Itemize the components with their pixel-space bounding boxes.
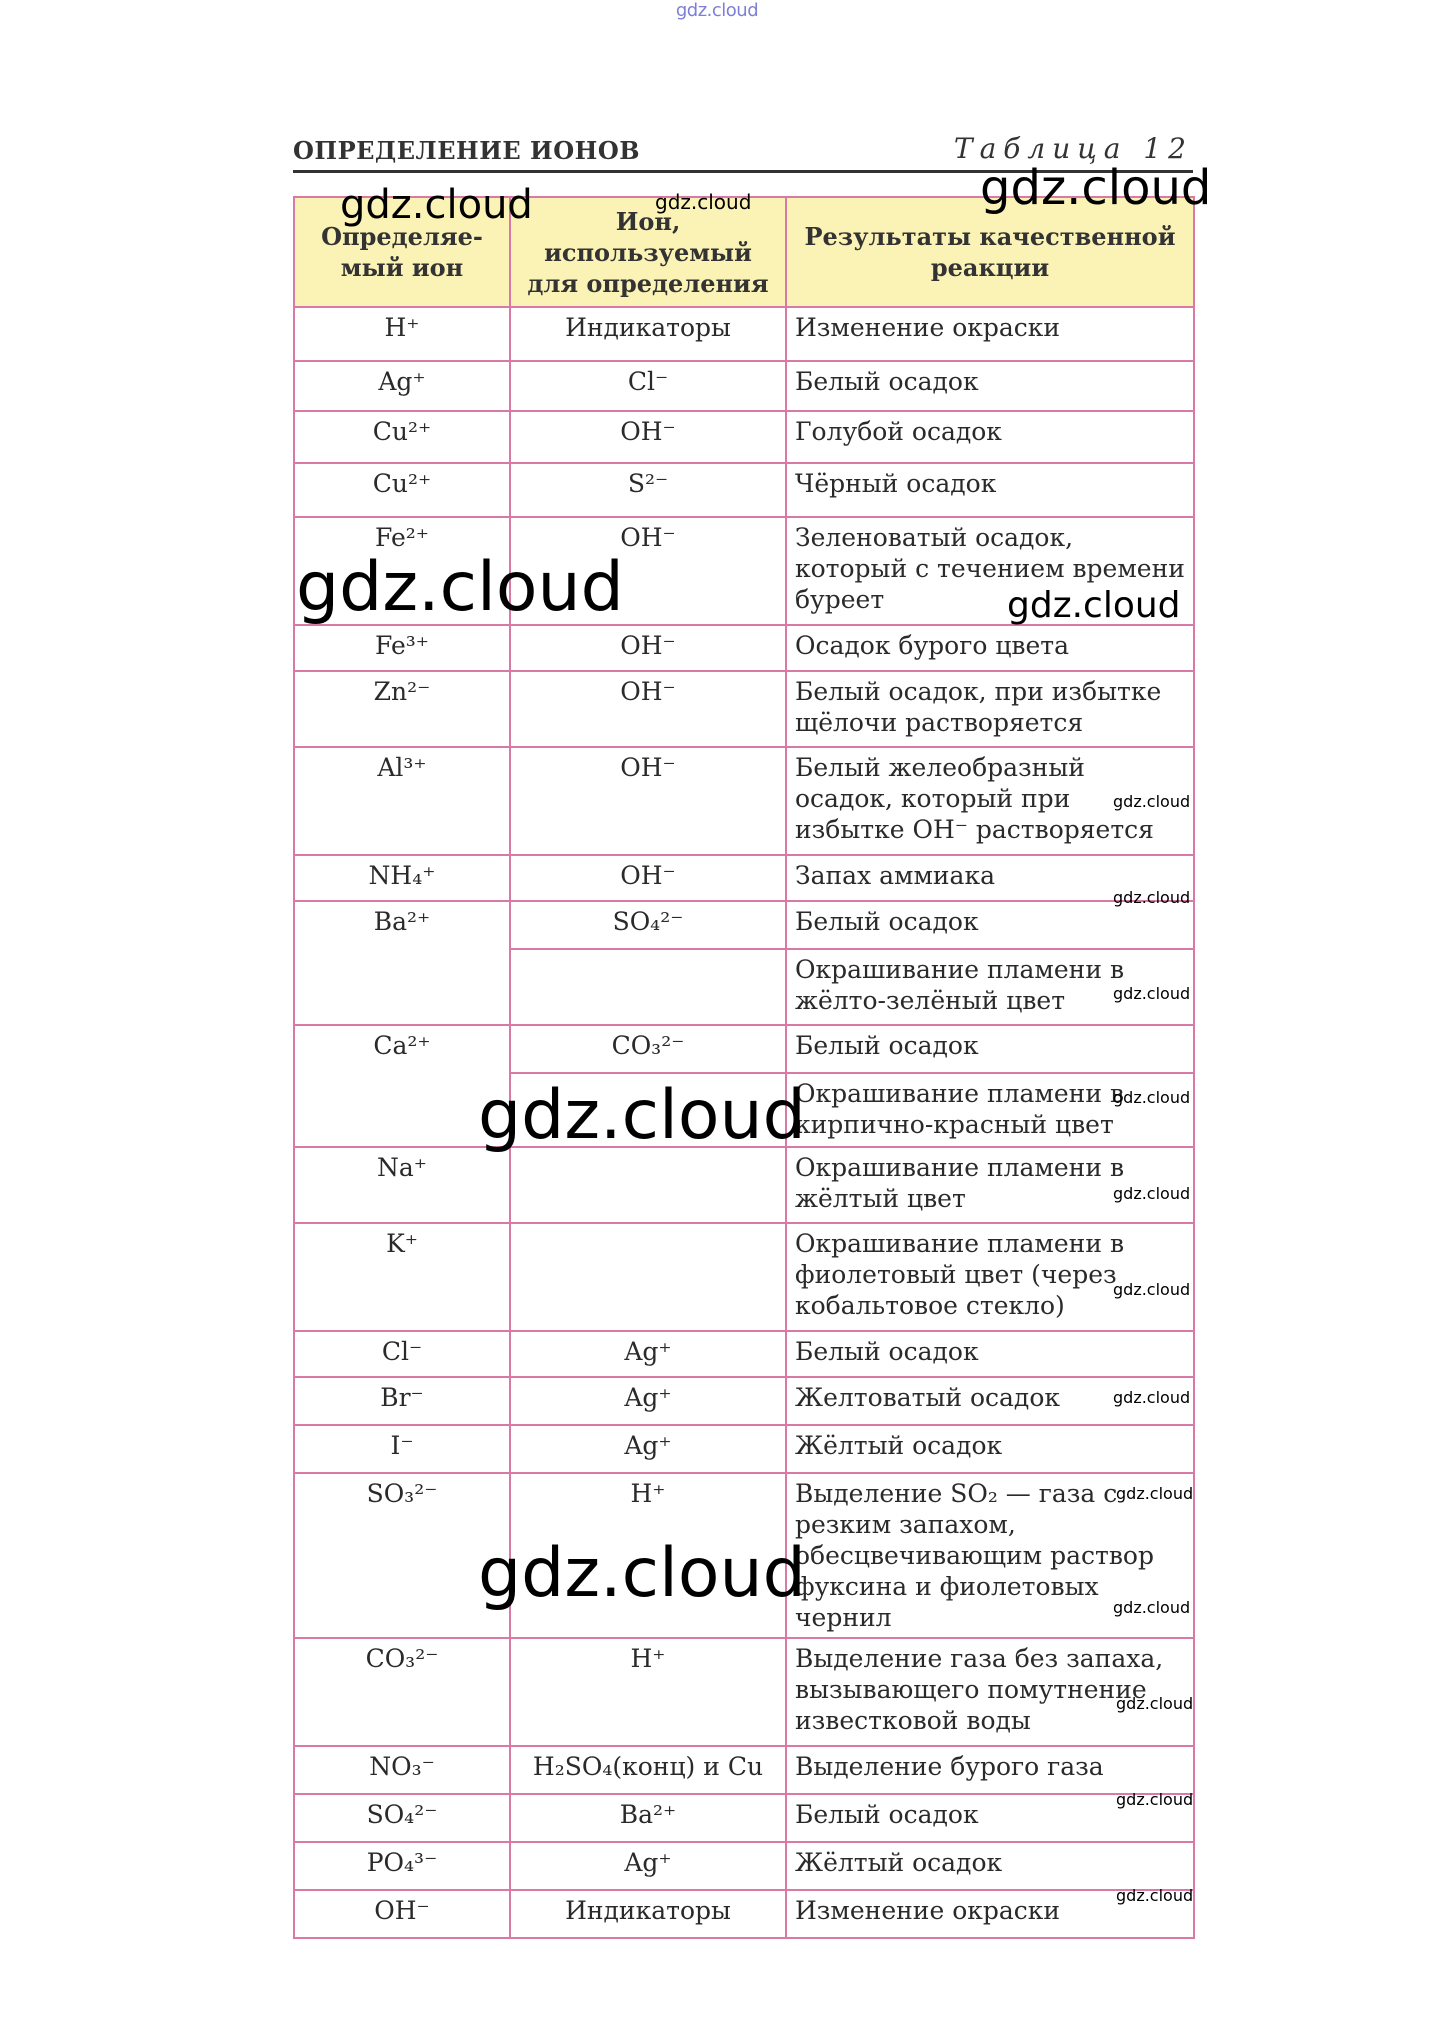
reagent-cell: OH⁻ <box>510 747 786 855</box>
result-cell: Жёлтый осадок <box>786 1425 1194 1473</box>
watermark: gdz.cloud <box>1113 1088 1191 1107</box>
watermark: gdz.cloud <box>1116 1790 1194 1809</box>
result-cell: Изменение окраски <box>786 307 1194 361</box>
reagent-cell: H⁺ <box>510 1473 786 1638</box>
watermark: gdz.cloud <box>1116 1886 1194 1905</box>
result-cell: Окрашивание пламени в жёлтый цвет <box>786 1147 1194 1223</box>
reagent-cell: SO₄²⁻ <box>510 901 786 949</box>
watermark: gdz.cloud <box>1113 984 1191 1003</box>
reagent-cell: OH⁻ <box>510 855 786 901</box>
table-row <box>294 747 1194 855</box>
table-row <box>294 1331 1194 1377</box>
reagent-cell: OH⁻ <box>510 671 786 747</box>
result-cell: Осадок бурого цвета <box>786 625 1194 671</box>
table-row <box>294 1025 1194 1073</box>
ion-cell: I⁻ <box>294 1425 510 1473</box>
result-cell: Выделение газа без запаха, вызывающего помутнение известковой воды <box>786 1638 1194 1746</box>
ion-cell: Br⁻ <box>294 1377 510 1425</box>
result-cell: Белый осадок <box>786 901 1194 949</box>
table-row <box>294 1794 1194 1842</box>
ion-cell: SO₄²⁻ <box>294 1794 510 1842</box>
table-row <box>294 1638 1194 1746</box>
ion-cell: Cl⁻ <box>294 1331 510 1377</box>
watermark: gdz.cloud <box>1113 1388 1191 1407</box>
watermark: gdz.cloud <box>1116 1694 1194 1713</box>
watermark: gdz.cloud <box>1113 888 1191 907</box>
watermark: gdz.cloud <box>655 190 752 214</box>
result-cell: Белый осадок, при избытке щёлочи растворяется <box>786 671 1194 747</box>
reagent-cell: Ag⁺ <box>510 1425 786 1473</box>
result-cell: Белый осадок <box>786 1794 1194 1842</box>
section-title: ОПРЕДЕЛЕНИЕ ИОНОВ <box>293 136 641 165</box>
ions-table <box>293 196 1195 1939</box>
result-cell: Выделение SO₂ — газа с резким запахом, обесцвечивающим раствор фуксина и фиолетовых чернил <box>786 1473 1194 1638</box>
ion-cell: Cu²⁺ <box>294 463 510 517</box>
watermark: gdz.cloud <box>1116 1484 1194 1503</box>
table-row <box>294 1377 1194 1425</box>
watermark: gdz.cloud <box>1113 1184 1191 1203</box>
reagent-cell: H₂SO₄(конц) и Cu <box>510 1746 786 1794</box>
reagent-cell: OH⁻ <box>510 517 786 625</box>
ion-cell: Fe³⁺ <box>294 625 510 671</box>
table-row <box>294 901 1194 949</box>
reagent-cell <box>510 1147 786 1223</box>
table-row <box>294 307 1194 361</box>
reagent-cell: H⁺ <box>510 1638 786 1746</box>
ion-cell: PO₄³⁻ <box>294 1842 510 1890</box>
table-row <box>294 1223 1194 1331</box>
watermark: gdz.cloud <box>1007 585 1181 626</box>
ion-cell: Na⁺ <box>294 1147 510 1223</box>
reagent-cell <box>510 1223 786 1331</box>
table-row <box>294 625 1194 671</box>
reagent-cell: OH⁻ <box>510 625 786 671</box>
watermark: gdz.cloud <box>478 1076 806 1155</box>
ion-cell: Zn²⁻ <box>294 671 510 747</box>
result-cell: Изменение окраски <box>786 1890 1194 1938</box>
table-row <box>294 1842 1194 1890</box>
ion-cell: NH₄⁺ <box>294 855 510 901</box>
watermark: gdz.cloud <box>1113 792 1191 811</box>
ion-cell: CO₃²⁻ <box>294 1638 510 1746</box>
reagent-cell: Ba²⁺ <box>510 1794 786 1842</box>
table-row <box>294 361 1194 411</box>
table-row <box>294 1890 1194 1938</box>
result-cell: Жёлтый осадок <box>786 1842 1194 1890</box>
watermark: gdz.cloud <box>1113 1598 1191 1617</box>
column-header-reagent: Ион, используемый для определения <box>510 197 786 307</box>
ion-cell: Ca²⁺ <box>294 1025 510 1147</box>
result-cell: Окрашивание пламени в кирпично-красный цвет <box>786 1073 1194 1147</box>
reagent-cell: Индикаторы <box>510 307 786 361</box>
ion-cell: Cu²⁺ <box>294 411 510 463</box>
ion-cell: NO₃⁻ <box>294 1746 510 1794</box>
result-cell: Запах аммиака <box>786 855 1194 901</box>
result-cell: Чёрный осадок <box>786 463 1194 517</box>
result-cell: Белый желеобразный осадок, который при избытке OH⁻ растворяется <box>786 747 1194 855</box>
reagent-cell: Ag⁺ <box>510 1331 786 1377</box>
reagent-cell: CO₃²⁻ <box>510 1025 786 1073</box>
column-header-result: Результаты качественной реакции <box>786 197 1194 307</box>
table-row <box>294 1425 1194 1473</box>
ion-cell: SO₃²⁻ <box>294 1473 510 1638</box>
table-label: Таблица 12 <box>953 132 1193 165</box>
reagent-cell <box>510 949 786 1025</box>
column-header-ion: Определяе-мый ион <box>294 197 510 307</box>
table-row <box>294 1147 1194 1223</box>
ion-cell: H⁺ <box>294 307 510 361</box>
result-cell: Выделение бурого газа <box>786 1746 1194 1794</box>
reagent-cell: Ag⁺ <box>510 1842 786 1890</box>
ion-cell: Ag⁺ <box>294 361 510 411</box>
reagent-cell: OH⁻ <box>510 411 786 463</box>
table-row <box>294 671 1194 747</box>
result-cell: Зеленоватый осадок, который с течением времени буреет <box>786 517 1194 625</box>
table-row <box>294 1746 1194 1794</box>
watermark: gdz.cloud <box>1113 1280 1191 1299</box>
top-watermark: gdz.cloud <box>675 0 759 21</box>
watermark: gdz.cloud <box>340 182 533 228</box>
reagent-cell: S²⁻ <box>510 463 786 517</box>
ion-cell: K⁺ <box>294 1223 510 1331</box>
result-cell: Окрашивание пламени в фиолетовый цвет (через кобальтовое стекло) <box>786 1223 1194 1331</box>
result-cell: Белый осадок <box>786 1025 1194 1073</box>
table-row <box>294 463 1194 517</box>
result-cell: Желтоватый осадок <box>786 1377 1194 1425</box>
ion-cell: Fe²⁺ <box>294 517 510 625</box>
result-cell: Белый осадок <box>786 361 1194 411</box>
watermark: gdz.cloud <box>980 160 1212 216</box>
ion-cell: Ba²⁺ <box>294 901 510 1025</box>
table-row <box>294 411 1194 463</box>
ion-cell: Al³⁺ <box>294 747 510 855</box>
reagent-cell: Cl⁻ <box>510 361 786 411</box>
table-row <box>294 855 1194 901</box>
result-cell: Окрашивание пламени в жёлто-зелёный цвет <box>786 949 1194 1025</box>
ion-cell: OH⁻ <box>294 1890 510 1938</box>
watermark: gdz.cloud <box>478 1534 806 1613</box>
watermark: gdz.cloud <box>296 548 624 627</box>
result-cell: Белый осадок <box>786 1331 1194 1377</box>
reagent-cell: Индикаторы <box>510 1890 786 1938</box>
result-cell: Голубой осадок <box>786 411 1194 463</box>
reagent-cell: Ag⁺ <box>510 1377 786 1425</box>
